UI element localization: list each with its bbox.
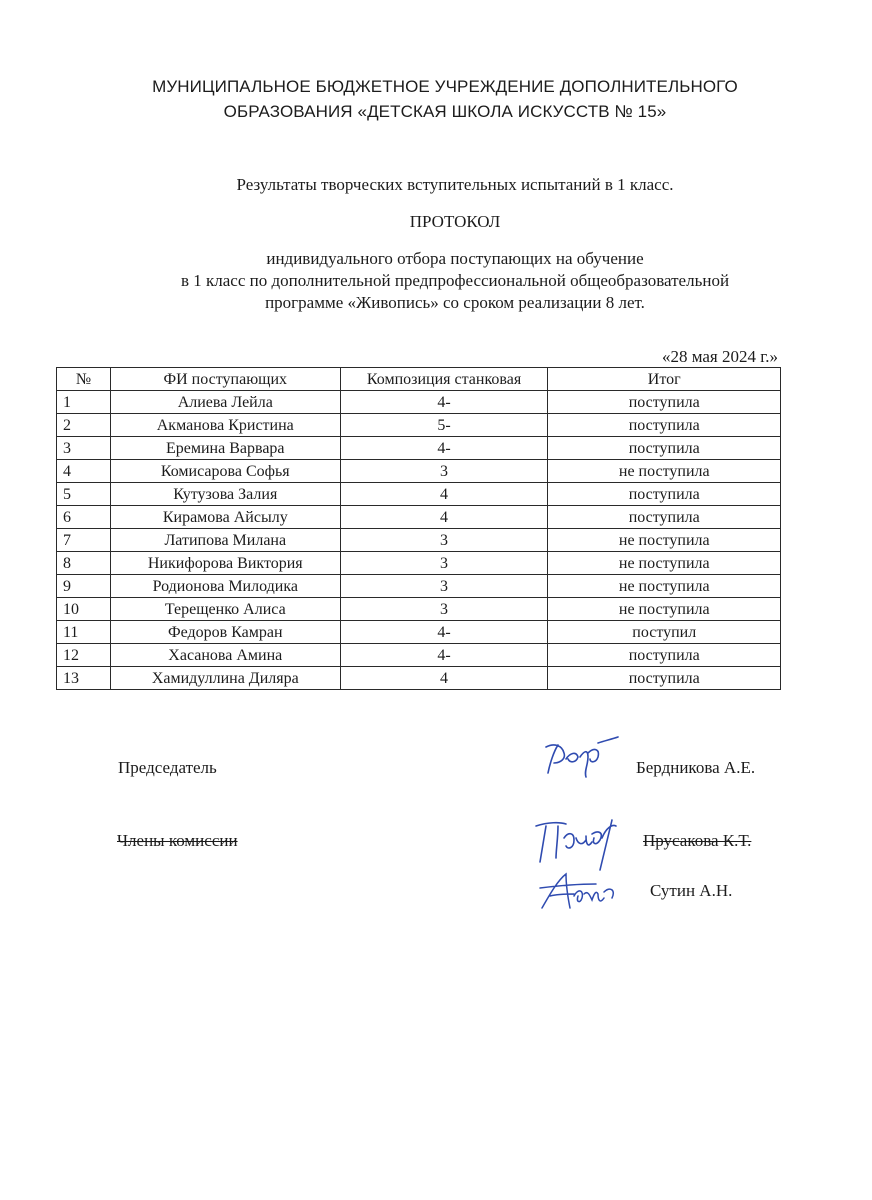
- row-number: 3: [57, 437, 111, 460]
- composition-grade: 4: [340, 506, 548, 529]
- chair-label: Председатель: [118, 758, 217, 777]
- applicant-name: Кирамова Айсылу: [110, 506, 340, 529]
- admission-result: поступил: [548, 621, 781, 644]
- composition-grade: 3: [340, 575, 548, 598]
- results-table: [56, 367, 781, 690]
- org-name-line-2: ОБРАЗОВАНИЯ «ДЕТСКАЯ ШКОЛА ИСКУССТВ № 15»: [223, 102, 667, 121]
- document-date: «28 мая 2024 г.»: [661, 347, 778, 366]
- protocol-subtitle-line-2: в 1 класс по дополнительной предпрофессиональной общеобразовательной: [180, 271, 730, 290]
- row-number: 2: [57, 414, 111, 437]
- table-row: [57, 598, 781, 621]
- admission-result: поступила: [548, 506, 781, 529]
- chair-name: Бердникова А.Е.: [636, 758, 756, 777]
- table-row: [57, 437, 781, 460]
- applicant-name: Никифорова Виктория: [110, 552, 340, 575]
- row-number: 13: [57, 667, 111, 690]
- header-result: Итог: [548, 368, 781, 391]
- table-row: [57, 506, 781, 529]
- composition-grade: 4-: [340, 621, 548, 644]
- header-number: №: [57, 368, 111, 391]
- table-row: [57, 552, 781, 575]
- admission-result: поступила: [548, 414, 781, 437]
- composition-grade: 5-: [340, 414, 548, 437]
- protocol-title: ПРОТОКОЛ: [409, 212, 501, 231]
- composition-grade: 4: [340, 483, 548, 506]
- members-label: Члены комиссии: [117, 831, 238, 850]
- header-name: ФИ поступающих: [110, 368, 340, 391]
- results-title: Результаты творческих вступительных испытаний в 1 класс.: [236, 175, 674, 194]
- table-row: [57, 414, 781, 437]
- applicant-name: Хамидуллина Диляра: [110, 667, 340, 690]
- results-table-body: [57, 391, 781, 690]
- applicant-name: Акманова Кристина: [110, 414, 340, 437]
- organization-header: [60, 74, 830, 124]
- member1-signature: [526, 814, 626, 872]
- admission-result: не поступила: [548, 460, 781, 483]
- row-number: 12: [57, 644, 111, 667]
- table-row: [57, 644, 781, 667]
- applicant-name: Федоров Камран: [110, 621, 340, 644]
- admission-result: не поступила: [548, 552, 781, 575]
- row-number: 10: [57, 598, 111, 621]
- admission-result: поступила: [548, 391, 781, 414]
- protocol-subtitle-line-3: программе «Живопись» со сроком реализации 8 лет.: [265, 293, 645, 312]
- table-header-row: [57, 368, 781, 391]
- table-row: [57, 621, 781, 644]
- composition-grade: 4-: [340, 644, 548, 667]
- applicant-name: Кутузова Залия: [110, 483, 340, 506]
- composition-grade: 4-: [340, 391, 548, 414]
- member2-name: Сутин А.Н.: [650, 881, 733, 900]
- table-row: [57, 575, 781, 598]
- row-number: 1: [57, 391, 111, 414]
- admission-result: поступила: [548, 644, 781, 667]
- table-row: [57, 529, 781, 552]
- table-row: [57, 460, 781, 483]
- protocol-subtitle-line-1: индивидуального отбора поступающих на обучение: [266, 249, 644, 268]
- chair-signature: [540, 733, 620, 783]
- table-row: [57, 391, 781, 414]
- table-row: [57, 483, 781, 506]
- composition-grade: 3: [340, 529, 548, 552]
- row-number: 9: [57, 575, 111, 598]
- admission-result: не поступила: [548, 575, 781, 598]
- applicant-name: Терещенко Алиса: [110, 598, 340, 621]
- row-number: 6: [57, 506, 111, 529]
- composition-grade: 4: [340, 667, 548, 690]
- applicant-name: Алиева Лейла: [110, 391, 340, 414]
- member1-name: Прусакова К.Т.: [643, 831, 752, 850]
- applicant-name: Родионова Милодика: [110, 575, 340, 598]
- composition-grade: 3: [340, 460, 548, 483]
- row-number: 7: [57, 529, 111, 552]
- member2-signature: [536, 868, 626, 914]
- admission-result: не поступила: [548, 598, 781, 621]
- protocol-subtitle: [60, 248, 850, 314]
- row-number: 8: [57, 552, 111, 575]
- applicant-name: Хасанова Амина: [110, 644, 340, 667]
- admission-result: поступила: [548, 483, 781, 506]
- applicant-name: Комисарова Софья: [110, 460, 340, 483]
- composition-grade: 4-: [340, 437, 548, 460]
- admission-result: поступила: [548, 667, 781, 690]
- row-number: 11: [57, 621, 111, 644]
- admission-result: не поступила: [548, 529, 781, 552]
- header-grade: Композиция станковая: [340, 368, 548, 391]
- applicant-name: Латипова Милана: [110, 529, 340, 552]
- composition-grade: 3: [340, 552, 548, 575]
- row-number: 5: [57, 483, 111, 506]
- composition-grade: 3: [340, 598, 548, 621]
- org-name-line-1: МУНИЦИПАЛЬНОЕ БЮДЖЕТНОЕ УЧРЕЖДЕНИЕ ДОПОЛНИТЕЛЬНОГО: [152, 77, 738, 96]
- row-number: 4: [57, 460, 111, 483]
- admission-result: поступила: [548, 437, 781, 460]
- table-row: [57, 667, 781, 690]
- applicant-name: Еремина Варвара: [110, 437, 340, 460]
